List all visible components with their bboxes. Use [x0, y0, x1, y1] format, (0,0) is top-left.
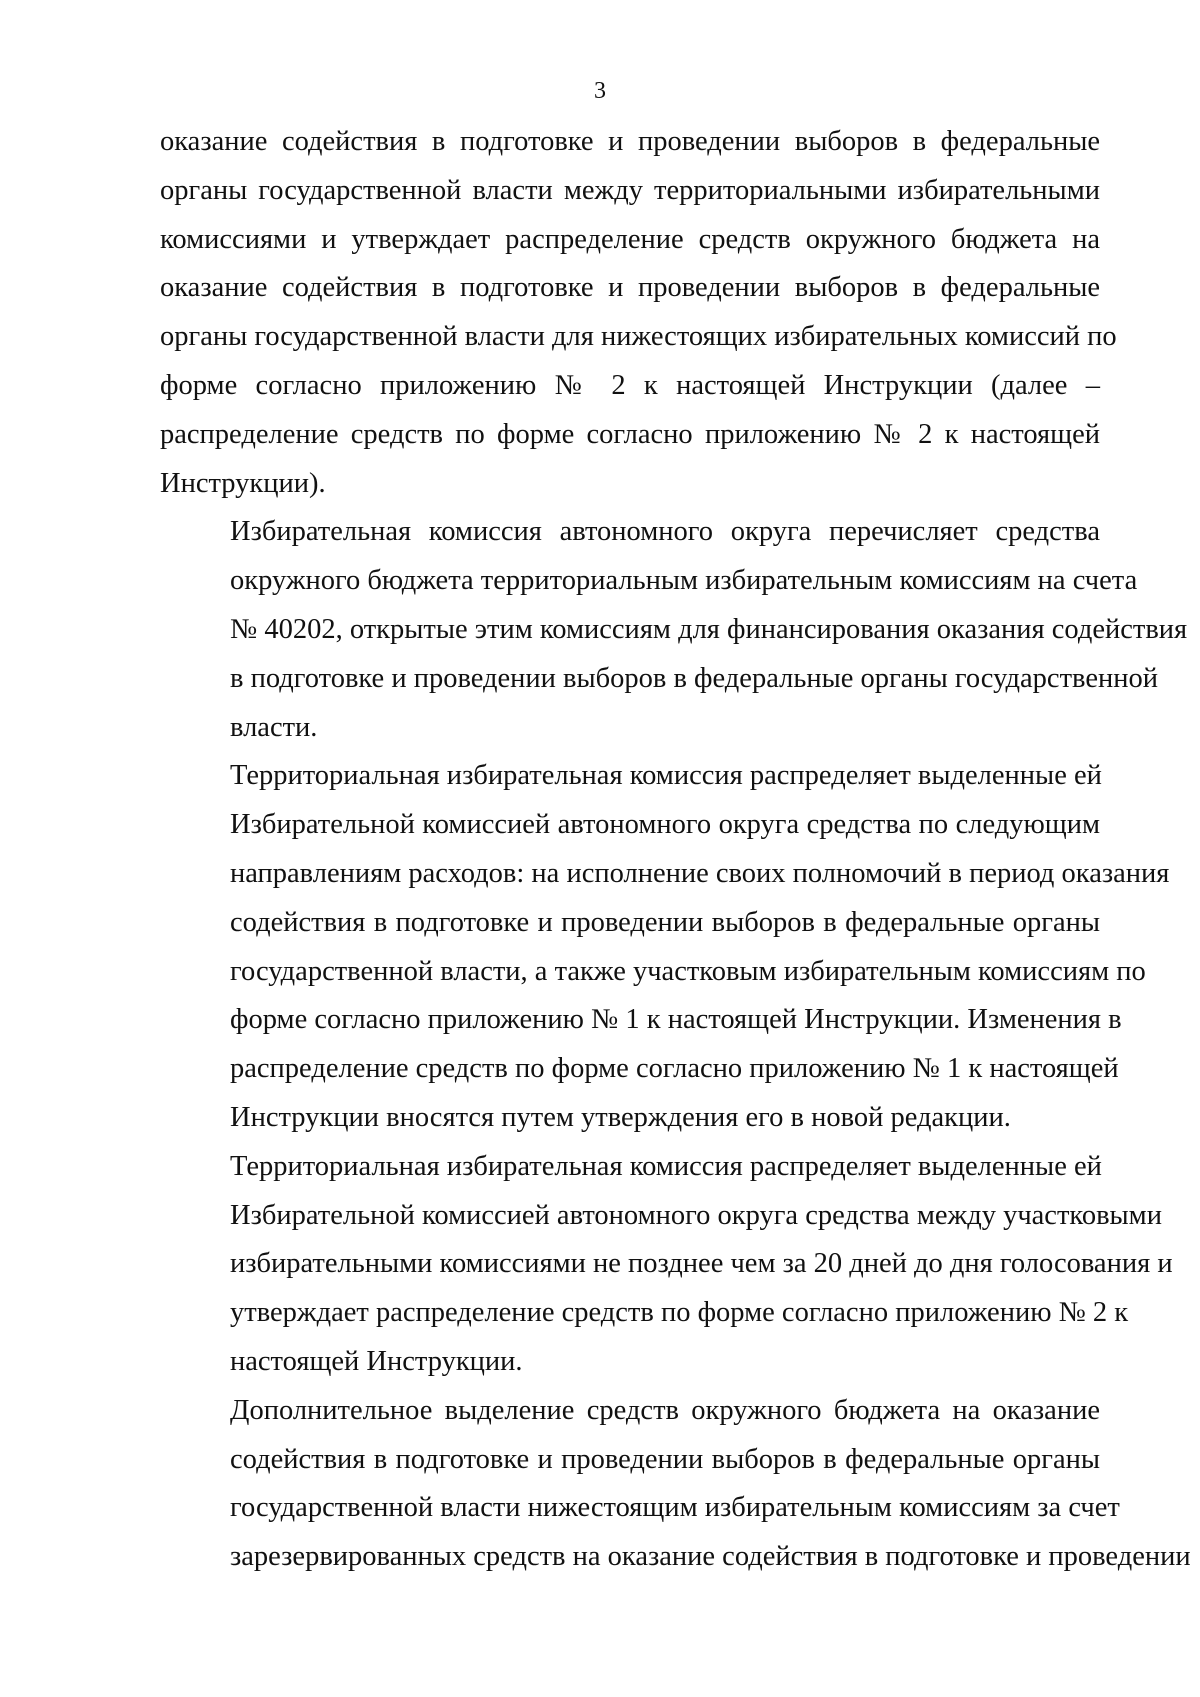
document-body: [160, 118, 1191, 1582]
paragraph: [160, 508, 1188, 752]
text-line: форме согласно приложению № 1 к настоящей Инструкции. Изменения в: [230, 1004, 1122, 1036]
text-line: распределение средств по форме согласно приложению № 2 к настоящей: [160, 418, 1100, 450]
text-line: Дополнительное выделение средств окружного бюджета на оказание: [230, 1394, 1100, 1426]
text-line: Избирательной комиссией автономного округа средства между участковыми: [230, 1199, 1162, 1231]
text-line: оказание содействия в подготовке и проведении выборов в федеральные: [160, 272, 1100, 304]
text-line: избирательными комиссиями не позднее чем за 20 дней до дня голосования и: [230, 1248, 1173, 1280]
paragraph: [160, 752, 1170, 1142]
text-line: направлениям расходов: на исполнение своих полномочий в период оказания: [230, 857, 1170, 889]
page-number: 3: [594, 78, 606, 104]
text-line: государственной власти нижестоящим избирательным комиссиям за счет: [230, 1492, 1120, 1524]
text-line: настоящей Инструкции.: [230, 1345, 523, 1377]
text-line: содействия в подготовке и проведении выборов в федеральные органы: [230, 1443, 1100, 1475]
text-line: Избирательная комиссия автономного округа перечисляет средства: [230, 516, 1100, 548]
text-line: содействия в подготовке и проведении выборов в федеральные органы: [230, 906, 1100, 938]
text-line: государственной власти, а также участковым избирательным комиссиям по: [230, 955, 1146, 987]
paragraph: [160, 118, 1117, 508]
text-line: распределение средств по форме согласно приложению № 1 к настоящей: [230, 1053, 1119, 1085]
text-line: оказание содействия в подготовке и проведении выборов в федеральные: [160, 126, 1100, 157]
text-line: № 40202, открытые этим комиссиям для финансирования оказания содействия: [230, 613, 1188, 645]
text-line: утверждает распределение средств по форме согласно приложению № 2 к: [230, 1297, 1129, 1329]
text-line: органы государственной власти для нижестоящих избирательных комиссий по: [160, 321, 1117, 353]
text-line: комиссиями и утверждает распределение средств окружного бюджета на: [160, 223, 1100, 255]
text-line: Избирательной комиссией автономного округа средства по следующим: [230, 809, 1100, 841]
text-line: Территориальная избирательная комиссия распределяет выделенные ей: [230, 1150, 1102, 1182]
text-line: власти.: [230, 711, 318, 743]
text-line: Территориальная избирательная комиссия распределяет выделенные ей: [230, 760, 1102, 792]
text-line: окружного бюджета территориальным избирательным комиссиям на счета: [230, 565, 1138, 597]
text-line: органы государственной власти между территориальными избирательными: [160, 174, 1100, 206]
text-line: в подготовке и проведении выборов в федеральные органы государственной: [230, 662, 1158, 694]
text-line: Инструкции).: [160, 467, 326, 499]
text-line: форме согласно приложению № 2 к настоящей Инструкции (далее –: [160, 369, 1100, 401]
paragraph: [160, 1387, 1191, 1582]
text-line: зарезервированных средств на оказание содействия в подготовке и проведении: [230, 1541, 1191, 1573]
text-line: Инструкции вносятся путем утверждения его в новой редакции.: [230, 1101, 1011, 1133]
paragraph: [160, 1143, 1173, 1387]
